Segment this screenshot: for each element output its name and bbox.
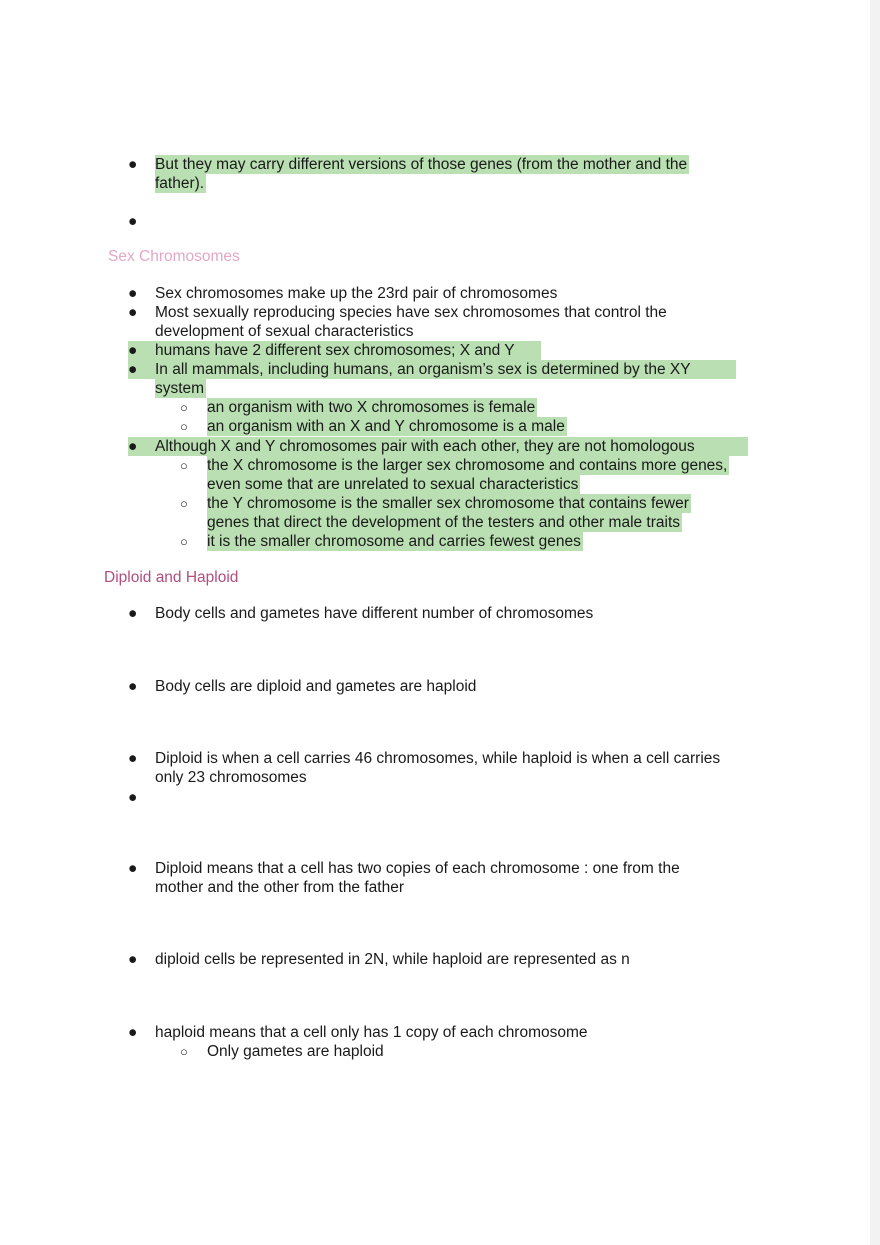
list-item: diploid cells be represented in 2N, while haploid are represented as n: [155, 951, 630, 968]
bullet: ●: [128, 361, 138, 378]
bullet: ●: [128, 438, 138, 455]
bullet: ●: [128, 156, 138, 173]
sub-list-item: an organism with two X chromosomes is female: [207, 399, 536, 416]
bullet: ●: [128, 750, 138, 767]
sub-list-item: the X chromosome is the larger sex chromosome and contains more genes,: [207, 457, 728, 474]
list-item: Body cells are diploid and gametes are haploid: [155, 678, 477, 695]
list-item: Although X and Y chromosomes pair with each other, they are not homologous: [155, 438, 695, 455]
bullet: ●: [128, 285, 138, 302]
sub-list-item: Only gametes are haploid: [207, 1043, 384, 1060]
sub-bullet: ○: [180, 1044, 188, 1059]
list-item: Body cells and gametes have different number of chromosomes: [155, 605, 594, 622]
sub-list-item-continuation: even some that are unrelated to sexual characteristics: [207, 476, 579, 493]
heading-sex-chromosomes: Sex Chromosomes: [108, 248, 240, 265]
list-item: In all mammals, including humans, an organism’s sex is determined by the XY: [155, 361, 691, 378]
list-item: Diploid means that a cell has two copies of each chromosome : one from the: [155, 860, 680, 877]
list-item: But they may carry different versions of those genes (from the mother and the: [155, 156, 688, 173]
list-item: Sex chromosomes make up the 23rd pair of chromosomes: [155, 285, 558, 302]
bullet: ●: [128, 605, 138, 622]
empty-bullet: ●: [128, 789, 138, 806]
bullet: ●: [128, 342, 138, 359]
sub-bullet: ○: [180, 496, 188, 511]
list-item-continuation: mother and the other from the father: [155, 879, 404, 896]
sub-list-item: it is the smaller chromosome and carries fewest genes: [207, 533, 581, 550]
bullet: ●: [128, 951, 138, 968]
page-edge-shadow: [870, 0, 880, 1245]
heading-diploid-haploid: Diploid and Haploid: [104, 569, 239, 586]
bullet: ●: [128, 678, 138, 695]
bullet: ●: [128, 304, 138, 321]
list-item-continuation: system: [155, 380, 205, 397]
list-item: Diploid is when a cell carries 46 chromosomes, while haploid is when a cell carries: [155, 750, 721, 767]
list-item: humans have 2 different sex chromosomes; X and Y: [155, 342, 515, 359]
list-item-continuation: father).: [155, 175, 205, 192]
list-item: Most sexually reproducing species have sex chromosomes that control the: [155, 304, 667, 321]
empty-bullet: ●: [128, 213, 138, 230]
sub-list-item: the Y chromosome is the smaller sex chromosome that contains fewer: [207, 495, 689, 512]
bullet: ●: [128, 860, 138, 877]
bullet: ●: [128, 1024, 138, 1041]
list-item-continuation: only 23 chromosomes: [155, 769, 307, 786]
sub-bullet: ○: [180, 419, 188, 434]
sub-list-item: an organism with an X and Y chromosome is a male: [207, 418, 565, 435]
sub-list-item-continuation: genes that direct the development of the testers and other male traits: [207, 514, 681, 531]
sub-bullet: ○: [180, 458, 188, 473]
sub-bullet: ○: [180, 400, 188, 415]
list-item: haploid means that a cell only has 1 copy of each chromosome: [155, 1024, 588, 1041]
sub-bullet: ○: [180, 534, 188, 549]
list-item-continuation: development of sexual characteristics: [155, 323, 414, 340]
